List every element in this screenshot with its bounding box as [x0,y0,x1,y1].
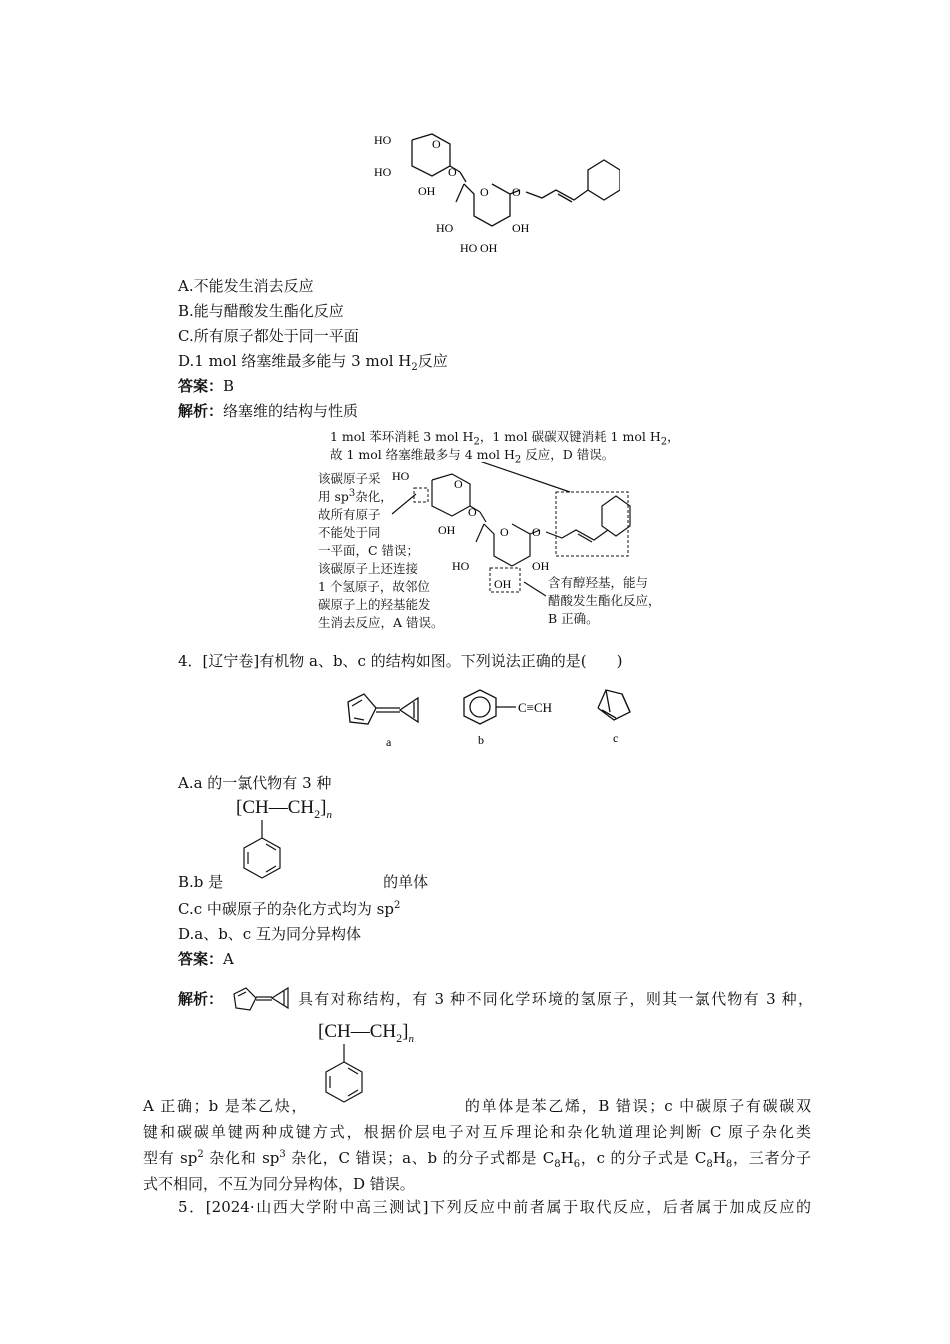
mol-ho3: HO [436,221,454,235]
mol-o2: O [448,165,457,179]
mol-ho4: HO [460,241,478,255]
q4-analysis-line4: 型有 $sp^2$ 杂化和 $sp^3$ 杂化，C 错误；a、b 的分子式都是 $C_8H_6$，c 的分子式是 $C_8H_8$，三者分子 [143,1149,812,1170]
note-left-7: 1 个氢原子，故邻位 [318,579,430,594]
luosaiwei-annotated-structure [380,462,640,602]
svg-text:HO: HO [392,469,410,483]
note-left-5: 一平面，C 错误； [318,543,420,558]
mol-o4: O [512,185,521,199]
note-right-2: 醋酸发生酯化反应， [548,593,661,608]
svg-text:O: O [532,525,541,539]
mol-oh1: OH [418,184,436,198]
q3-option-a: A.不能发生消去反应 [178,277,314,295]
svg-text:O: O [500,525,509,539]
note-top-line2: 故 1 mol 络塞维最多与 4 mol $H_2$ 反应，D 错误。 [330,447,615,466]
note-left-4: 不能处于同 [318,525,381,540]
luosaiwei-structure [360,120,620,260]
q4-analysis-line1: 具有对称结构，有 3 种不同化学环境的氢原子，则其一氯代物有 3 种， [298,990,813,1008]
label-b: b [478,733,484,747]
label-a: a [386,735,392,749]
q4-analysis-line3: 键和碳碳单键两种成键方式，根据价层电子对互斥理论和杂化轨道理论判断 C 原子杂化类 [143,1123,811,1141]
note-left-8: 碳原子上的羟基能发 [318,597,431,612]
q4-stem: 4．[辽宁卷]有机物 a、b、c 的结构如图。下列说法正确的是( ) [178,652,623,670]
note-left-9: 生消去反应，A 错误。 [318,615,444,630]
q4-option-d: D.a、b、c 互为同分异构体 [178,925,361,943]
q3-option-b: B.能与醋酸发生酯化反应 [178,302,344,320]
note-left-1: 该碳原子采 [318,471,381,486]
mol-o3: O [480,185,489,199]
q4-answer: 答案：A [178,950,234,968]
polystyrene-formula-b: $[CH—CH_2]_n$ [236,797,332,821]
mol-oh3: OH [480,241,498,255]
q4-option-c: C.c 中碳原子的杂化方式均为 $sp^2$ [178,900,401,918]
svg-text:OH: OH [494,577,512,591]
note-right-1: 含有醇羟基，能与 [548,575,649,590]
q3-option-d: D.1 mol 络塞维最多能与 3 mol $H_2$反应 [178,352,448,373]
q4-option-b: B.b 是 的单体 [178,873,429,891]
polystyrene-formula-analysis: $[CH—CH_2]_n$ [318,1021,414,1045]
mol-ho1: HO [374,133,392,147]
note-left-2: 用 $sp^3$杂化， [318,487,393,504]
q3-analysis-title: 解析：络塞维的结构与性质 [178,402,359,420]
q3-answer: 答案：B [178,377,235,395]
q4-analysis-body [143,1093,811,1197]
svg-text:O: O [454,477,463,491]
note-top-line1: 1 mol 苯环消耗 3 mol $H_2$，1 mol 碳碳双键消耗 1 mol $H_2$， [330,429,680,448]
note-left-3: 故所有原子 [318,507,381,522]
q4-analysis-label: 解析： [178,990,224,1008]
q4-analysis-line5: 式不相同，不互为同分异构体，D 错误。 [143,1175,415,1193]
mol-o1: O [432,137,441,151]
mol-ho2: HO [374,165,392,179]
note-right-3: B 正确。 [548,611,599,626]
svg-text:HO: HO [452,559,470,573]
svg-text:O: O [468,505,477,519]
b-cch-label: C≡CH [518,700,553,715]
note-left-6: 该碳原子上还连接 [318,561,419,576]
svg-text:OH: OH [532,559,550,573]
q5-stem: 5．[2024·山西大学附中高三测试]下列反应中前者属于取代反应，后者属于加成反应的 [178,1198,811,1216]
q4-structures [330,680,650,750]
mol-oh2: OH [512,221,530,235]
fulvene-inline-icon [228,980,296,1016]
q4-option-a: A.a 的一氯代物有 3 种 [178,774,332,792]
svg-text:OH: OH [438,523,456,537]
label-c: c [613,731,619,745]
q4-analysis-line2: A 正确；b 是苯乙炔， 的单体是苯乙烯，B 错误；c 中碳原子有碳碳双 [143,1097,811,1115]
q3-option-c: C.所有原子都处于同一平面 [178,327,359,345]
